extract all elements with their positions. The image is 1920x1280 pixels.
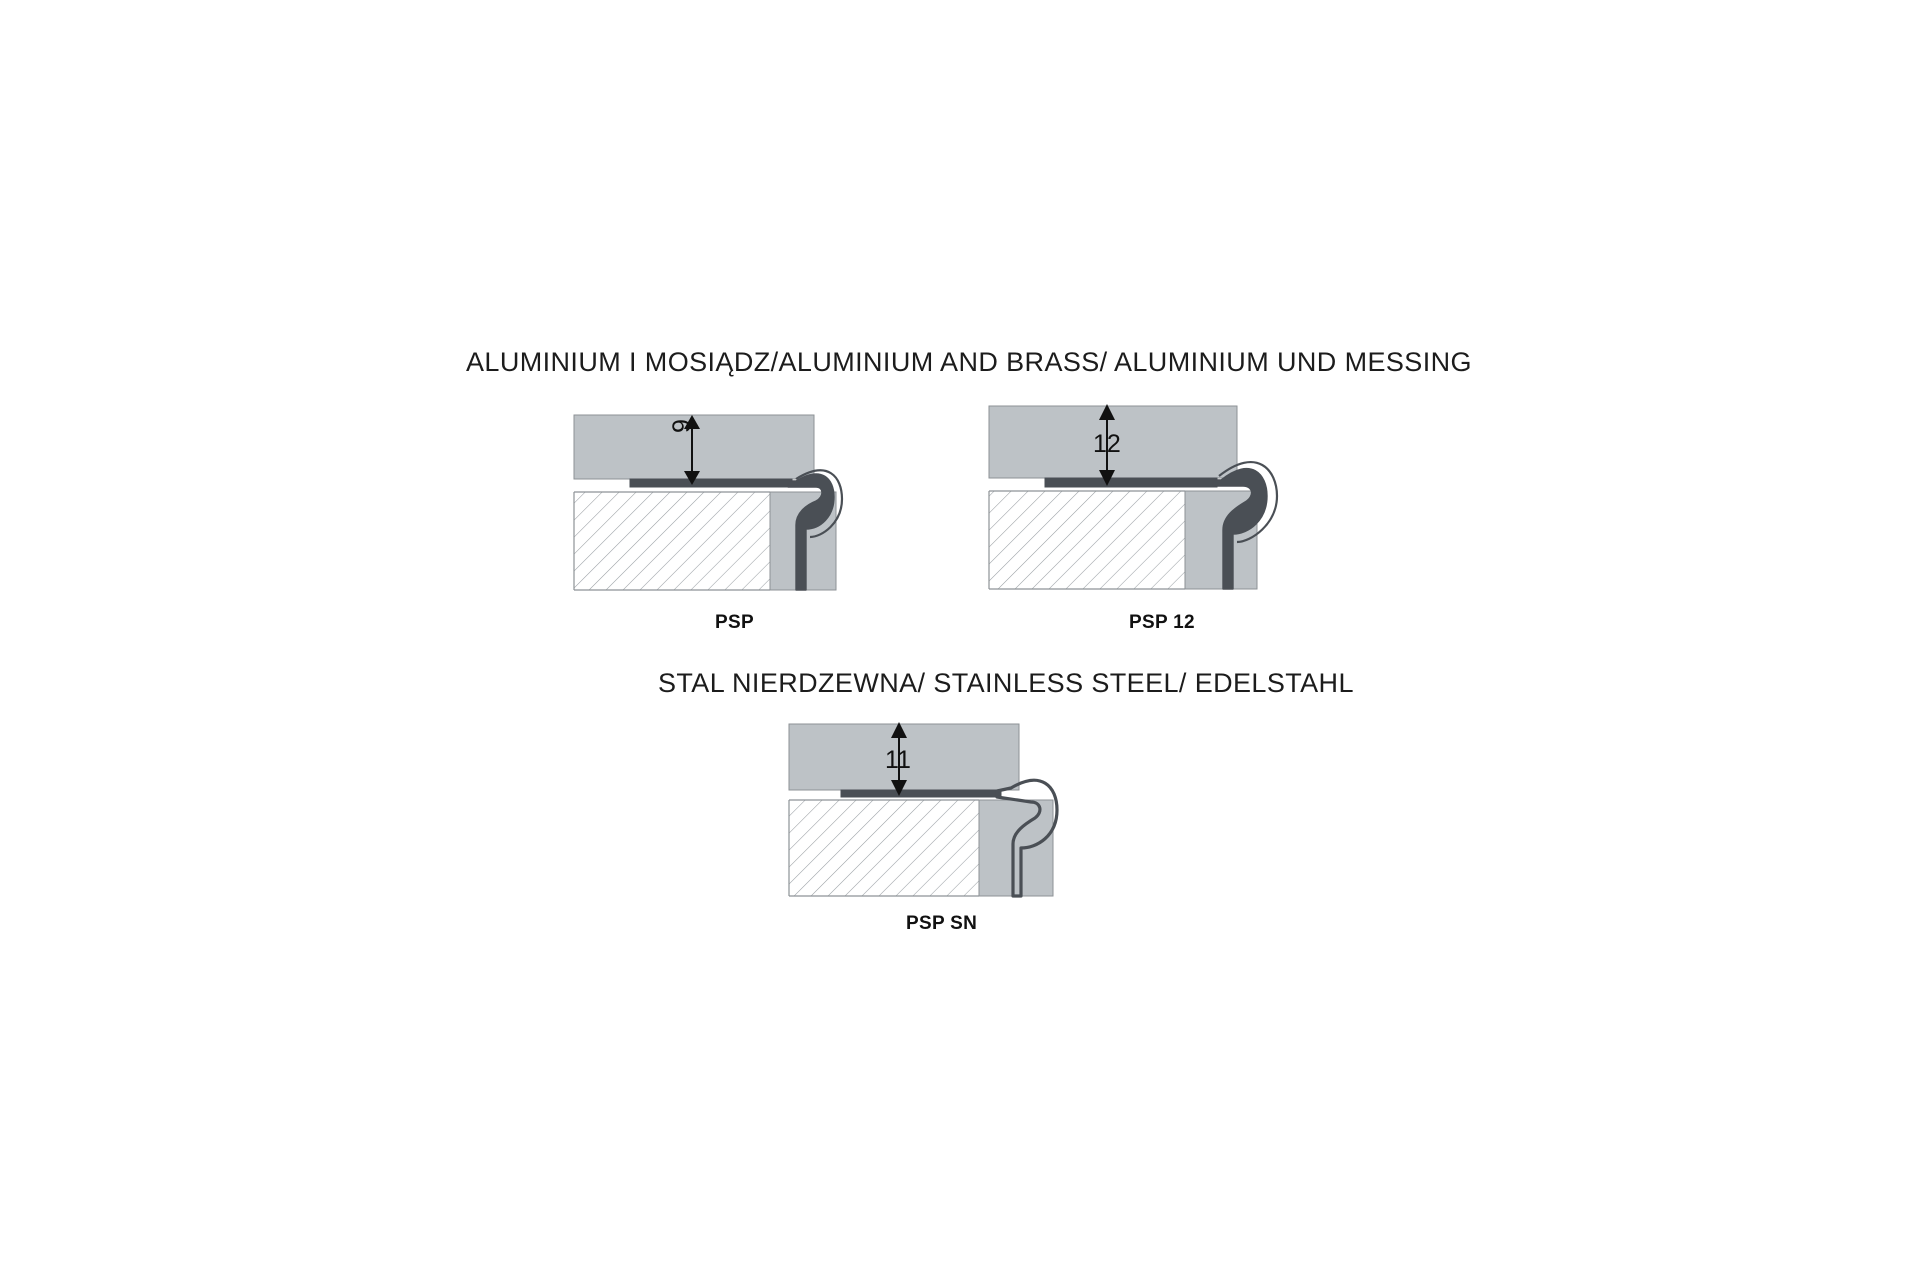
- profile-base-plate: [630, 479, 792, 487]
- figure-psp: [570, 405, 910, 625]
- figure-psp-sn-drawing: [785, 718, 1145, 933]
- dimension-value-psp-sn: 11: [885, 746, 911, 774]
- profile-base-plate: [1045, 478, 1217, 487]
- figure-psp-drawing: [570, 405, 910, 625]
- section-title-stainless-steel: STAL NIERDZEWNA/ STAINLESS STEEL/ EDELSTAHL: [658, 668, 1354, 698]
- substrate-hatch: [789, 800, 979, 896]
- caption-psp-sn: PSP SN: [906, 913, 978, 934]
- section-title-aluminium-brass: ALUMINIUM I MOSIĄDZ/ALUMINIUM AND BRASS/ ALUMINIUM UND MESSING: [466, 347, 1472, 377]
- figure-psp-sn: [785, 718, 1145, 933]
- riser-block: [979, 800, 1053, 896]
- caption-psp-12: PSP 12: [1129, 612, 1195, 633]
- dimension-value-psp: 9: [668, 419, 696, 433]
- substrate-hatch: [989, 491, 1185, 589]
- figure-psp-12-drawing: [985, 398, 1345, 628]
- profile-base-plate: [841, 790, 1001, 797]
- caption-psp: PSP: [715, 612, 754, 633]
- dimension-value-psp-12: 12: [1093, 430, 1121, 458]
- figure-psp-12: [985, 398, 1345, 628]
- substrate-hatch: [574, 492, 770, 590]
